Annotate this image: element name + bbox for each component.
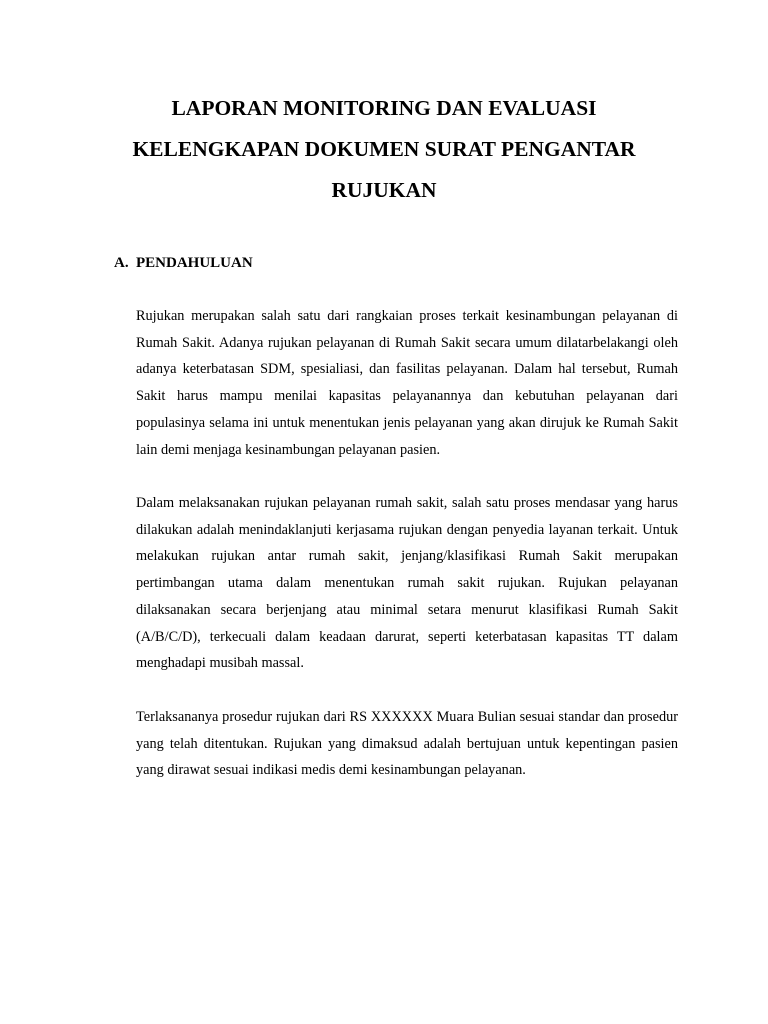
title-line-2: KELENGKAPAN DOKUMEN SURAT PENGANTAR xyxy=(132,137,636,161)
paragraph-1: Rujukan merupakan salah satu dari rangkaian proses terkait kesinambungan pelayanan di Rumah Sakit. Adanya rujukan pelayanan di Rumah Sakit secara umum dilatarbelakangi oleh adanya keterbatasan SDM, spesialiasi, dan fasilitas pelayanan. Dalam hal tersebut, Rumah Sakit harus mampu menilai kapasitas pelayanannya dan kebutuhan pelayanan dari populasinya selama ini untuk menentukan jenis pelayanan yang akan dirujuk ke Rumah Sakit lain demi menjaga kesinambungan pelayanan pasien. xyxy=(136,308,678,458)
paragraph-2: Dalam melaksanakan rujukan pelayanan rumah sakit, salah satu proses mendasar yang harus dilakukan adalah menindaklanjuti kerjasama rujukan dengan penyedia layanan terkait. Untuk melakukan rujukan antar rumah sakit, jenjang/klasifikasi Rumah Sakit merupakan pertimbangan utama dalam menentukan rumah sakit rujukan. Rujukan pelayanan dilaksanakan secara berjenjang atau minimal setara menurut klasifikasi Rumah Sakit (A/B/C/D), terkecuali dalam keadaan darurat, seperti keterbatasan kapasitas TT dalam menghadapi musibah massal. xyxy=(136,495,678,672)
title-line-1: LAPORAN MONITORING DAN EVALUASI xyxy=(171,96,597,120)
section-letter: A. xyxy=(114,255,129,271)
paragraph-3: Terlaksananya prosedur rujukan dari RS XXXXXX Muara Bulian sesuai standar dan prosedur yang telah ditentukan. Rujukan yang dimaksud adalah bertujuan untuk kepentingan pasien yang dirawat sesuai indikasi medis demi kesinambungan pelayanan. xyxy=(136,709,678,779)
title-line-3: RUJUKAN xyxy=(331,178,437,202)
section-heading xyxy=(114,252,253,274)
section-heading-text: PENDAHULUAN xyxy=(136,255,253,271)
document-title xyxy=(60,88,708,211)
